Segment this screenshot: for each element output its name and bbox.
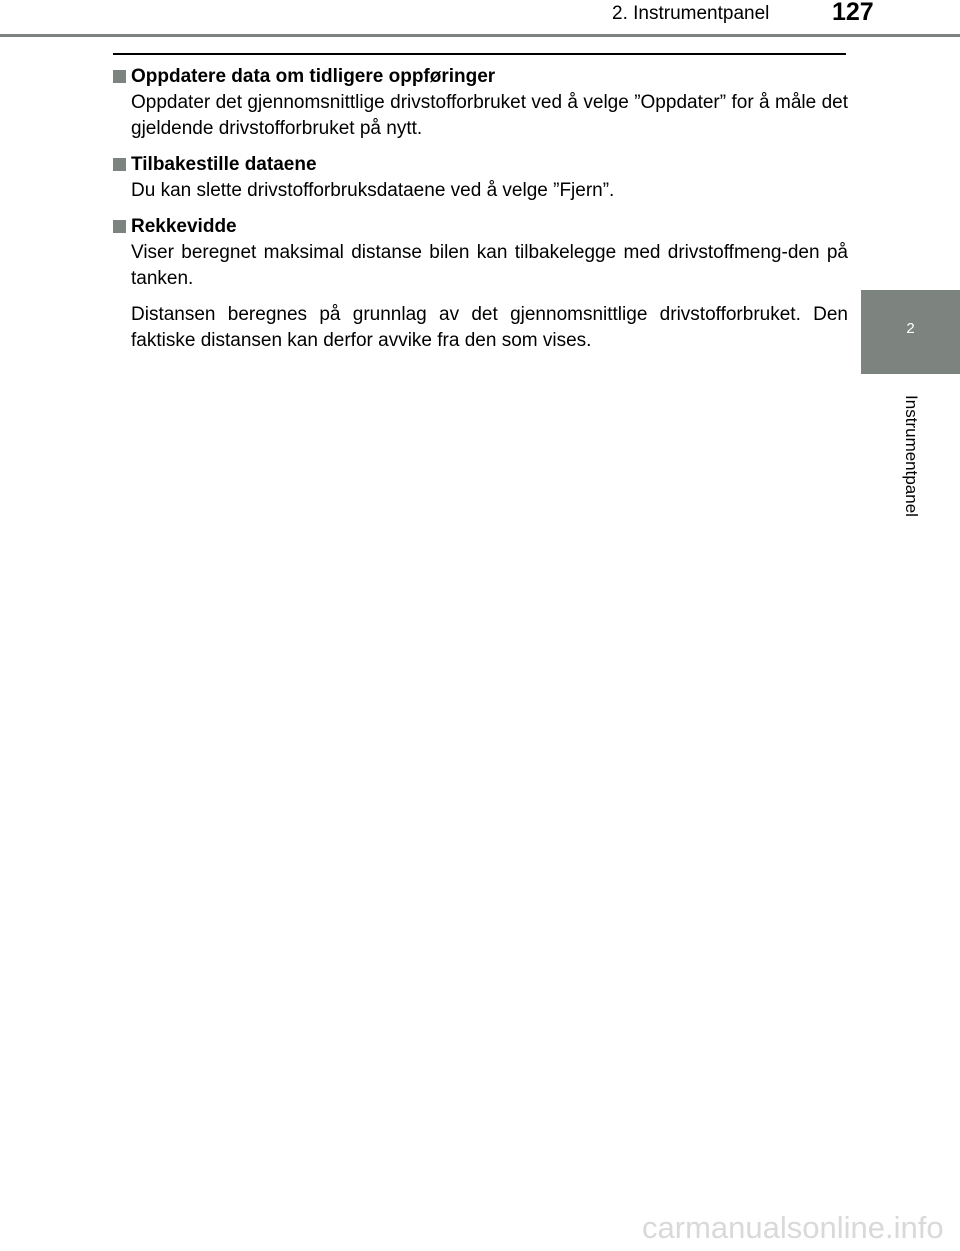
section-body bbox=[113, 178, 848, 204]
header-title: 2. Instrumentpanel bbox=[612, 3, 770, 24]
paragraph: Viser beregnet maksimal distanse bilen kan tilbakelegge med drivstoffmeng-den på tanken. bbox=[131, 242, 848, 289]
watermark: carmanualsonline.info bbox=[642, 1210, 944, 1245]
section-update-data bbox=[113, 64, 848, 142]
section-heading bbox=[113, 152, 848, 178]
paragraph: Oppdater det gjennomsnittlige drivstofforbruket ved å velge ”Oppdater” for å måle det gjeldende drivstofforbruket på nytt. bbox=[131, 92, 848, 139]
square-bullet-icon bbox=[113, 220, 126, 233]
page-content bbox=[113, 64, 848, 364]
side-tab-number: 2 bbox=[906, 320, 915, 337]
section-body bbox=[113, 240, 848, 354]
section-heading bbox=[113, 214, 848, 240]
section-heading-text: Rekkevidde bbox=[131, 216, 237, 237]
paragraph: Du kan slette drivstofforbruksdataene ved å velge ”Fjern”. bbox=[131, 180, 615, 201]
side-tab bbox=[861, 290, 960, 374]
content-top-rule bbox=[113, 53, 846, 55]
header-rule bbox=[0, 34, 960, 37]
section-heading bbox=[113, 64, 848, 90]
square-bullet-icon bbox=[113, 158, 126, 171]
section-heading-text: Tilbakestille dataene bbox=[131, 154, 317, 175]
section-heading-text: Oppdatere data om tidligere oppføringer bbox=[131, 66, 496, 87]
section-range bbox=[113, 214, 848, 354]
section-body bbox=[113, 90, 848, 142]
square-bullet-icon bbox=[113, 70, 126, 83]
section-reset-data bbox=[113, 152, 848, 204]
paragraph: Distansen beregnes på grunnlag av det gjennomsnittlige drivstofforbruket. Den faktiske distansen kan derfor avvike fra den som vises. bbox=[131, 304, 848, 351]
page-number: 127 bbox=[832, 0, 874, 26]
side-tab-label: Instrumentpanel bbox=[902, 395, 921, 517]
